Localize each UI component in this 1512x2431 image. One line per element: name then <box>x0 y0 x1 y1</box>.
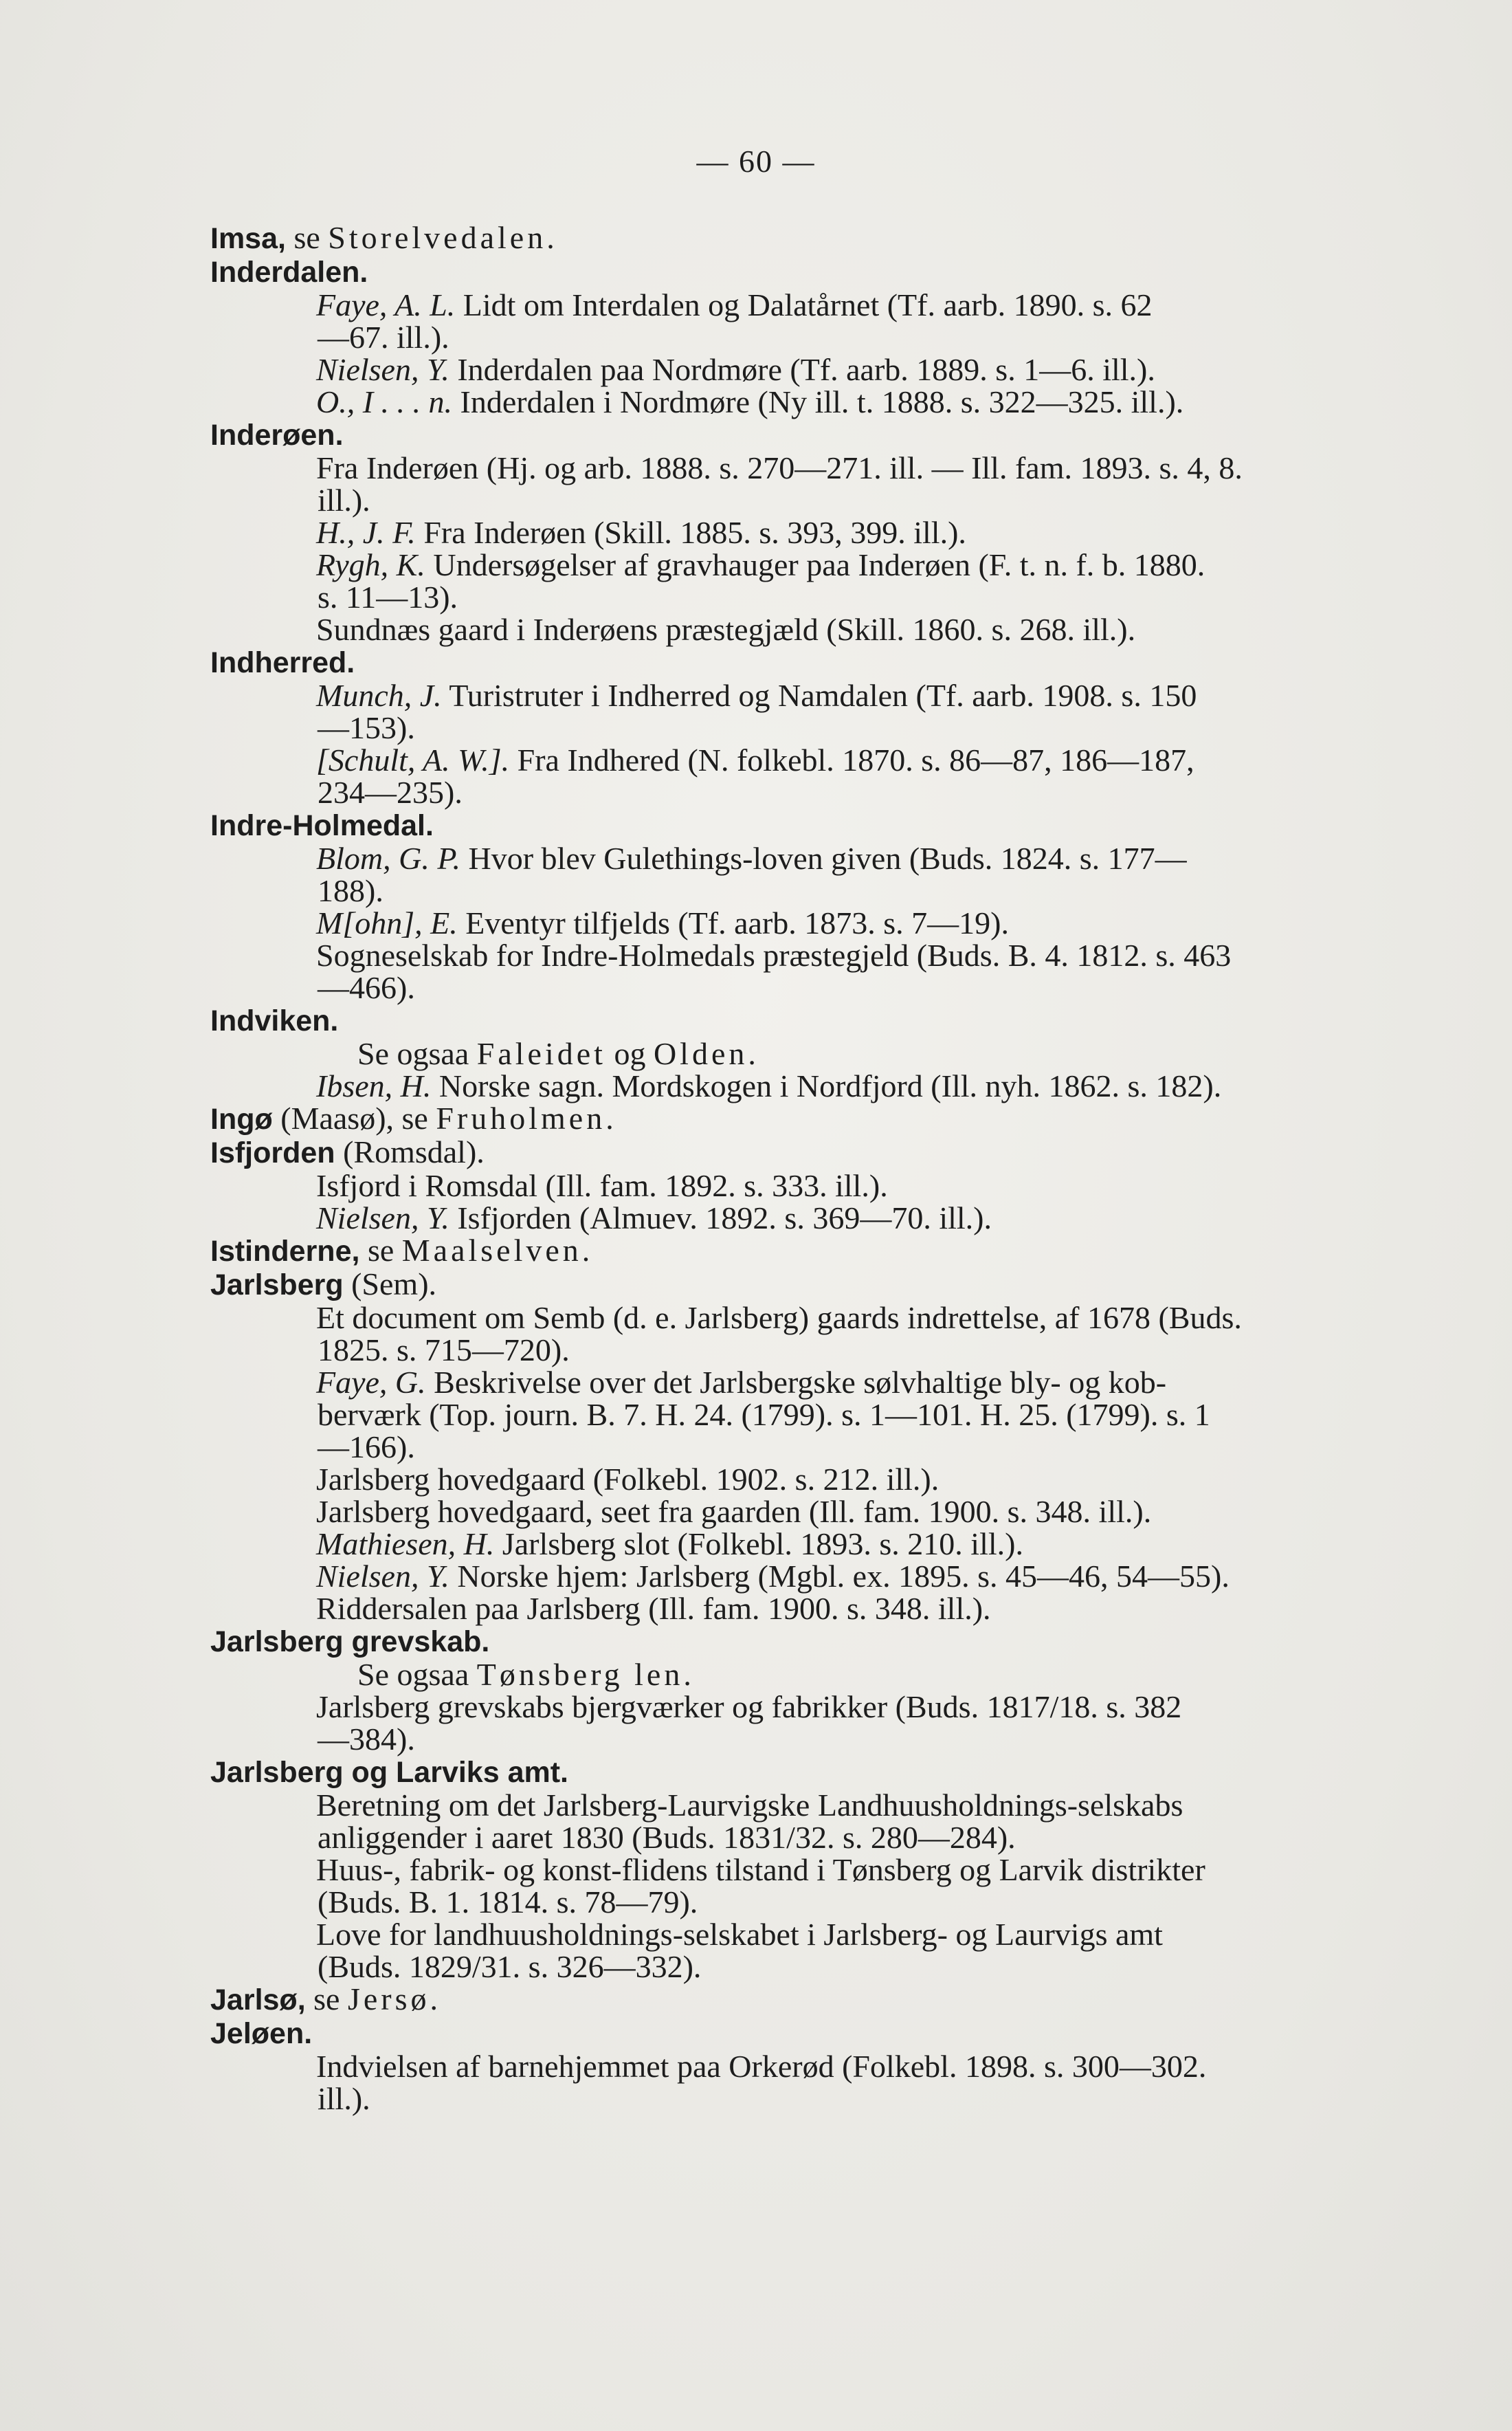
entry-text: Undersøgelser af gravhauger paa Inderøen (F. t. n. f. b. 1880. <box>433 547 1205 582</box>
entry-line <box>316 1463 1386 1495</box>
entry-line <box>316 842 1386 874</box>
entry-text: Norske sagn. Mordskogen i Nordfjord (Ill. nyh. 1862. s. 182). <box>438 1068 1222 1103</box>
entry-text: Beskrivelse over det Jarlsbergske sølvhaltige bly- og kob- <box>434 1365 1167 1400</box>
bibliography-entry <box>210 353 1386 386</box>
entry-text: Norske hjem: Jarlsberg (Mgbl. ex. 1895. s. 45—46, 54—55). <box>457 1559 1230 1594</box>
headword: Jarlsø, <box>210 1983 306 2016</box>
entry-line <box>316 1398 1386 1431</box>
entry-text: 188). <box>318 873 383 908</box>
heading-note: se <box>285 220 329 255</box>
entry-line <box>316 1918 1386 1950</box>
bibliography-entry <box>210 289 1386 353</box>
entry-line <box>316 1821 1386 1854</box>
cross-reference: Faleidet <box>476 1036 606 1071</box>
bibliography-entry <box>210 1691 1386 1755</box>
entry-author: Faye, A. L. <box>316 287 456 322</box>
bibliography-entry <box>210 452 1386 516</box>
entry-line <box>316 1854 1386 1886</box>
bibliography-entry <box>210 1202 1386 1234</box>
entry-line <box>316 712 1386 744</box>
entry-text: —67. ill.). <box>318 320 449 355</box>
bibliography-entry <box>210 516 1386 549</box>
headword: Indherred. <box>210 646 355 679</box>
index-heading <box>210 1136 1386 1169</box>
entry-line <box>316 1691 1386 1723</box>
entry-author: [Schult, A. W.]. <box>316 742 510 778</box>
entry-line <box>316 2082 1386 2115</box>
entry-author: Ibsen, H. <box>316 1068 432 1103</box>
bibliography-entry <box>210 744 1386 808</box>
page-number: — 60 — <box>696 144 816 179</box>
heading-tail: . <box>430 1981 438 2016</box>
bibliography-entry <box>210 1918 1386 1983</box>
entry-line <box>316 971 1386 1004</box>
see-also-line <box>210 1658 1386 1691</box>
heading-tail: . <box>605 1101 614 1136</box>
entry-text: Jarlsberg hovedgaard (Folkebl. 1902. s. 212. ill.). <box>316 1462 940 1497</box>
entry-text: Lidt om Interdalen og Dalatårnet (Tf. aarb. 1890. s. 62 <box>463 287 1153 322</box>
index-heading <box>210 1234 1386 1268</box>
entry-line <box>316 516 1386 549</box>
entry-line <box>316 581 1386 613</box>
index-heading <box>210 2016 1386 2050</box>
see-also-join: og <box>605 1036 654 1071</box>
entry-line <box>316 452 1386 484</box>
entry-line <box>316 1169 1386 1202</box>
headword: Inderdalen. <box>210 256 368 289</box>
bibliography-entry <box>210 1592 1386 1625</box>
entry-author: M[ohn], E. <box>316 905 458 940</box>
cross-reference: Jersø <box>347 1981 430 2016</box>
entry-line <box>316 1366 1386 1398</box>
entry-text: Isfjorden (Almuev. 1892. s. 369—70. ill.). <box>457 1200 992 1235</box>
entry-text: Sundnæs gaard i Inderøens præstegjæld (Skill. 1860. s. 268. ill.). <box>316 612 1136 647</box>
bibliography-entry <box>210 1560 1386 1592</box>
entry-text: Riddersalen paa Jarlsberg (Ill. fam. 1900. s. 348. ill.). <box>316 1591 991 1626</box>
heading-tail: . <box>546 220 555 255</box>
entry-author: Nielsen, Y. <box>316 1559 449 1594</box>
bibliography-entry <box>210 842 1386 907</box>
entry-author: Nielsen, Y. <box>316 1200 449 1235</box>
bibliography-entry <box>210 907 1386 939</box>
bibliography-entry <box>210 1301 1386 1366</box>
entry-text: ill.). <box>318 2081 370 2116</box>
entry-text: Turistruter i Indherred og Namdalen (Tf. aarb. 1908. s. 150 <box>449 678 1197 713</box>
entry-line <box>316 1950 1386 1983</box>
entry-line <box>316 1528 1386 1560</box>
entry-text: Jarlsberg slot (Folkebl. 1893. s. 210. ill.). <box>502 1526 1023 1561</box>
entry-text: Sogneselskab for Indre-Holmedals præstegjeld (Buds. B. 4. 1812. s. 463 <box>316 938 1232 973</box>
entry-author: Mathiesen, H. <box>316 1526 495 1561</box>
index-heading <box>210 646 1386 679</box>
entry-text: (Buds. B. 1. 1814. s. 78—79). <box>318 1884 698 1920</box>
bibliography-entry <box>210 1169 1386 1202</box>
entry-line <box>316 874 1386 907</box>
index-heading <box>210 1983 1386 2016</box>
entry-text: —466). <box>318 970 415 1005</box>
index-heading <box>210 255 1386 289</box>
entry-author: H., J. F. <box>316 515 416 550</box>
entry-line <box>316 1495 1386 1528</box>
entry-line <box>316 1202 1386 1234</box>
bibliography-entry <box>210 1070 1386 1102</box>
see-also-prefix: Se ogsaa <box>357 1657 477 1692</box>
entry-line <box>316 1301 1386 1334</box>
see-also-tail: . <box>748 1036 756 1071</box>
index-heading <box>210 221 1386 255</box>
headword: Istinderne, <box>210 1235 360 1268</box>
bibliography-entry <box>210 1366 1386 1463</box>
entry-author: Nielsen, Y. <box>316 352 449 387</box>
entry-line <box>316 613 1386 646</box>
heading-note: (Sem). <box>343 1266 437 1301</box>
entry-line <box>316 484 1386 516</box>
entry-text: Jarlsberg hovedgaard, seet fra gaarden (Ill. fam. 1900. s. 348. ill.). <box>316 1494 1152 1529</box>
index-heading <box>210 808 1386 842</box>
heading-note: (Maasø), se <box>272 1101 436 1136</box>
entry-text: s. 11—13). <box>318 580 458 615</box>
entry-line <box>316 1560 1386 1592</box>
entry-text: Hvor blev Gulethings-loven given (Buds. 1824. s. 177— <box>468 841 1187 876</box>
index-column <box>210 221 1386 2115</box>
entry-text: berværk (Top. journ. B. 7. H. 24. (1799). s. 1—101. H. 25. (1799). s. 1 <box>318 1397 1210 1432</box>
headword: Ingø <box>210 1103 273 1136</box>
entry-line <box>316 1334 1386 1366</box>
headword: Inderøen. <box>210 419 344 452</box>
cross-reference: Maalselven <box>401 1233 582 1268</box>
index-heading <box>210 418 1386 452</box>
entry-text: Isfjord i Romsdal (Ill. fam. 1892. s. 333. ill.). <box>316 1168 888 1203</box>
bibliography-entry <box>210 1789 1386 1854</box>
index-heading <box>210 1268 1386 1301</box>
headword: Indre-Holmedal. <box>210 809 434 842</box>
entry-line <box>316 386 1386 418</box>
entry-line <box>316 2050 1386 2082</box>
entry-author: O., I . . . n. <box>316 384 453 419</box>
bibliography-entry <box>210 386 1386 418</box>
cross-reference: Tønsberg len <box>476 1657 684 1692</box>
entry-text: ill.). <box>318 483 370 518</box>
entry-text: —153). <box>318 710 415 745</box>
entry-line <box>316 1886 1386 1918</box>
entry-text: Love for landhuusholdnings-selskabet i Jarlsberg- og Laurvigs amt <box>316 1917 1163 1952</box>
entry-text: Jarlsberg grevskabs bjergværker og fabrikker (Buds. 1817/18. s. 382 <box>316 1689 1182 1724</box>
entry-text: —166). <box>318 1429 415 1464</box>
index-heading <box>210 1755 1386 1789</box>
headword: Jarlsberg grevskab. <box>210 1625 490 1658</box>
entry-line <box>316 321 1386 353</box>
heading-note: se <box>305 1981 348 2016</box>
bibliography-entry <box>210 1495 1386 1528</box>
entry-author: Blom, G. P. <box>316 841 460 876</box>
heading-note: se <box>359 1233 402 1268</box>
heading-note: (Romsdal). <box>335 1134 485 1169</box>
bibliography-entry <box>210 1528 1386 1560</box>
index-heading <box>210 1102 1386 1136</box>
entry-line <box>316 744 1386 776</box>
index-heading <box>210 1004 1386 1037</box>
bibliography-entry <box>210 679 1386 744</box>
bibliography-entry <box>210 1463 1386 1495</box>
bibliography-entry <box>210 2050 1386 2115</box>
entry-line <box>316 549 1386 581</box>
entry-text: Fra Indhered (N. folkebl. 1870. s. 86—87, 186—187, <box>517 742 1194 778</box>
see-also-line <box>210 1037 1386 1070</box>
entry-line <box>316 907 1386 939</box>
see-also-prefix: Se ogsaa <box>357 1036 477 1071</box>
cross-reference: Olden <box>653 1036 748 1071</box>
cross-reference: Fruholmen <box>436 1101 606 1136</box>
headword: Indviken. <box>210 1004 339 1037</box>
entry-text: Beretning om det Jarlsberg-Laurvigske Landhuusholdnings-selskabs <box>316 1788 1183 1823</box>
entry-line <box>316 1592 1386 1625</box>
headword: Isfjorden <box>210 1136 335 1169</box>
entry-line <box>316 1070 1386 1102</box>
entry-line <box>316 289 1386 321</box>
entry-text: (Buds. 1829/31. s. 326—332). <box>318 1949 702 1984</box>
entry-text: 1825. s. 715—720). <box>318 1332 570 1367</box>
heading-tail: . <box>581 1233 590 1268</box>
entry-text: Indvielsen af barnehjemmet paa Orkerød (Folkebl. 1898. s. 300—302. <box>316 2049 1207 2084</box>
bibliography-entry <box>210 939 1386 1004</box>
entry-author: Faye, G. <box>316 1365 426 1400</box>
entry-text: Inderdalen paa Nordmøre (Tf. aarb. 1889. s. 1—6. ill.). <box>457 352 1155 387</box>
headword: Imsa, <box>210 222 286 255</box>
entry-author: Munch, J. <box>316 678 442 713</box>
entry-text: Et document om Semb (d. e. Jarlsberg) gaards indrettelse, af 1678 (Buds. <box>316 1300 1242 1335</box>
entry-line <box>316 776 1386 808</box>
entry-text: 234—235). <box>318 775 463 810</box>
entry-line <box>316 679 1386 712</box>
entry-text: Fra Inderøen (Skill. 1885. s. 393, 399. ill.). <box>423 515 966 550</box>
headword: Jeløen. <box>210 2017 313 2050</box>
entry-line <box>316 1431 1386 1463</box>
entry-text: Huus-, fabrik- og konst-flidens tilstand i Tønsberg og Larvik distrikter <box>316 1852 1205 1887</box>
entry-line <box>316 1723 1386 1755</box>
entry-text: anliggender i aaret 1830 (Buds. 1831/32. s. 280—284). <box>318 1820 1016 1855</box>
bibliography-entry <box>210 549 1386 613</box>
index-heading <box>210 1625 1386 1658</box>
entry-line <box>316 1789 1386 1821</box>
entry-text: Inderdalen i Nordmøre (Ny ill. t. 1888. s. 322—325. ill.). <box>460 384 1184 419</box>
entry-text: Eventyr tilfjelds (Tf. aarb. 1873. s. 7—19). <box>465 905 1009 940</box>
headword: Jarlsberg og Larviks amt. <box>210 1756 568 1789</box>
entry-line <box>316 939 1386 971</box>
entry-text: —384). <box>318 1722 415 1757</box>
headword: Jarlsberg <box>210 1268 344 1301</box>
bibliography-entry <box>210 613 1386 646</box>
bibliography-entry <box>210 1854 1386 1918</box>
entry-line <box>316 353 1386 386</box>
see-also-tail: . <box>683 1657 691 1692</box>
entry-author: Rygh, K. <box>316 547 425 582</box>
entry-text: Fra Inderøen (Hj. og arb. 1888. s. 270—271. ill. — Ill. fam. 1893. s. 4, 8. <box>316 450 1243 485</box>
cross-reference: Storelvedalen <box>328 220 547 255</box>
